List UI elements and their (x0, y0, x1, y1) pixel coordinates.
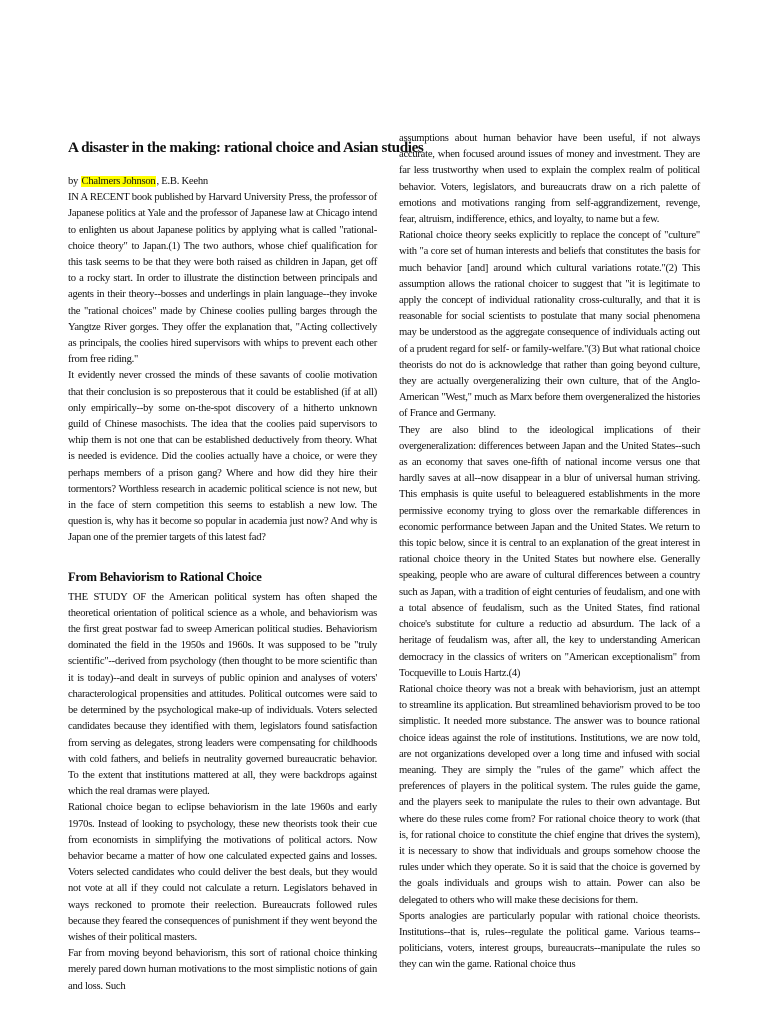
paragraph: Rational choice began to eclipse behaviorism in the late 1960s and early 1970s. Instead of looking to psychology, these new theorists took their cue from economists in simplifying the motivations of political actors. Now behavior became a matter of how one calculated expected gains and losses. Voters selected candidates who could deliver the best deals, but they would not vote at all if they could not calculate a return. Legislators behaved in ways reckoned to promote their reelection. Bureaucrats followed rules because they feared the consequences of punishment if they went beyond the wishes of their political masters. (68, 802, 377, 943)
right-column (399, 131, 700, 974)
byline (68, 174, 377, 190)
article-title: A disaster in the making: rational choice and Asian studies (68, 139, 424, 156)
paragraph: It evidently never crossed the minds of these savants of coolie motivation that their conclusion is so preposterous that it could be established (if at all) only empirically--by some on-the-spot discovery of a hitherto unknown guild of Chinese masochists. The idea that the coolies paid supervisors to whip them is not one that can be established deductively from theory. What is needed is evidence. Did the coolies actually have a choice, or were they perhaps members of a prison gang? Where and how did they hire their tormentors? Worthless research in academic political science is not new, but in the face of stern competition this seems to establish a new low. The question is, why has it become so popular in academia just now? And why is Japan one of the premier targets of this latest fad? (68, 370, 377, 544)
paragraph: assumptions about human behavior have been useful, if not always accurate, when focused around issues of money and investment. They are far less trustworthy when used to explain the complex realm of political behavior. Voters, legislators, and bureaucrats draw on a rich palette of emotions and motivations ranging from self-aggrandizement, revenge, fear, altruism, indifference, ethics, and loyalty, to name but a few. (399, 133, 700, 226)
author-highlighted: Chalmers Johnson (81, 176, 156, 187)
paragraph: Far from moving beyond behaviorism, this sort of rational choice thinking merely pared down human motivations to the most simplistic notions of gain and loss. Such (68, 948, 377, 992)
paragraph: Sports analogies are particularly popular with rational choice theorists. Institutions--that is, rules--regulate the political game. Various teams--politicians, voters, interest groups, bureaucrats--manipulate the rules so they can win the game. Rational choice thus (399, 910, 700, 971)
section-heading: From Behaviorism to Rational Choice (68, 569, 262, 584)
paragraph: Rational choice theory seeks explicitly to replace the concept of "culture" with "a core set of human interests and beliefs that constitutes the basis for much behavior [and] around which cultural variations rotate."(2) This assumption allows the rational choicer to suggest that "it is legitimate to apply the concept of individual rationality cross-culturally, and that it is reasonable for social scientists to postulate that many social phenomena may be understood as the aggregate consequence of individuals acting out of a prudent regard for self- or family-welfare."(3) But what rational choice theorists do not do is acknowledge that rather than going beyond culture, they are actually overgeneralizing their own culture, that of the Anglo-American "West," much as Marx before them overgeneralized the histories of France and Germany. (399, 230, 700, 420)
left-column (68, 138, 424, 995)
paragraph: IN A RECENT book published by Harvard University Press, the professor of Japanese politics at Yale and the professor of Japanese law at Chicago intend to enlighten us about Japanese politics by applying what is called "rational-choice theory" to Japan.(1) The two authors, whose chief qualification for this task seems to be that they were both raised as children in Japan, get off to a rocky start. In order to illustrate the distinction between principals and agents in their theory--bosses and underlings in plain language--they invoke the "rational choices" made by Chinese coolies pulling barges through the Yangtze River gorges. They offer the explanation that, "Acting collectively as principals, the coolies hired supervisors with whips to prevent each other from free riding." (68, 192, 377, 366)
paragraph: They are also blind to the ideological implications of their overgeneralization: differences between Japan and the United States--such as an economy that saves one-fifth of national income versus one that hardly saves at all--now disappear in a blur of universal human striving. This emphasis is quite useful to beleaguered establishments in the more permissive economy trying to gloss over the remarkable differences in economic performance between Japan and the United States. We return to this topic below, since it is central to an explanation of the great interest in rational choice theory in the United States but nowhere else. Generally speaking, people who are aware of cultural differences between a country such as Japan, with a tradition of eight centuries of feudalism, and one with a total absence of feudalism, such as the United States, find rational choice's substitute for culture a reductio ad absurdum. The lack of a heritage of feudalism was, after all, the key to understanding American democracy in the classics of writers on "American exceptionalism" from Tocqueville to Louis Hartz.(4) (399, 424, 700, 679)
byline-rest: , E.B. Keehn (156, 176, 208, 187)
byline-prefix: by (68, 176, 79, 187)
paragraph: THE STUDY OF the American political system has often shaped the theoretical orientation of political science as a whole, and behaviorism was the first great postwar fad to sweep American political studies. Behaviorism dominated the field in the 1950s and 1960s. It was supposed to be "truly scientific"--derived from psychology (then thought to be more scientific than it is today)--and dealt in surveys of public opinion and analyses of voters' characterological propensities and attitudes. Political outcomes were said to be determined by the psychological make-up of individuals. Voters selected candidates because they identified with them, legislators found satisfaction from serving as delegates, strong leaders were compensating for childhoods with cold fathers, and beliefs in neutrality governed bureaucratic behavior. To the extent that institutions mattered at all, they were backdrops against which the real dramas were played. (68, 591, 377, 798)
paragraph: Rational choice theory was not a break with behaviorism, just an attempt to streamline its application. But streamlined behaviorism proved to be too simplistic. It needed more substance. The answer was to bounce rational choice ideas against the role of institutions. Institutions, we are now told, are not organizations developed over a long time and infused with social meaning. They are simply the "rules of the game" which affect the preferences of players in the political system. The rules guide the game, and the players seek to manipulate the rules to their own advantage. But where do these rules come from? For rational choice theory to work (that is, for rational choice to constitute the chief engine that drives the system), it is necessary to show that individuals and groups somehow choose the rules under which they operate. So it is said that the choice is governed by the goals individuals and groups wish to attain. Power can also be delegated to others who will make these decisions for them. (399, 683, 700, 906)
